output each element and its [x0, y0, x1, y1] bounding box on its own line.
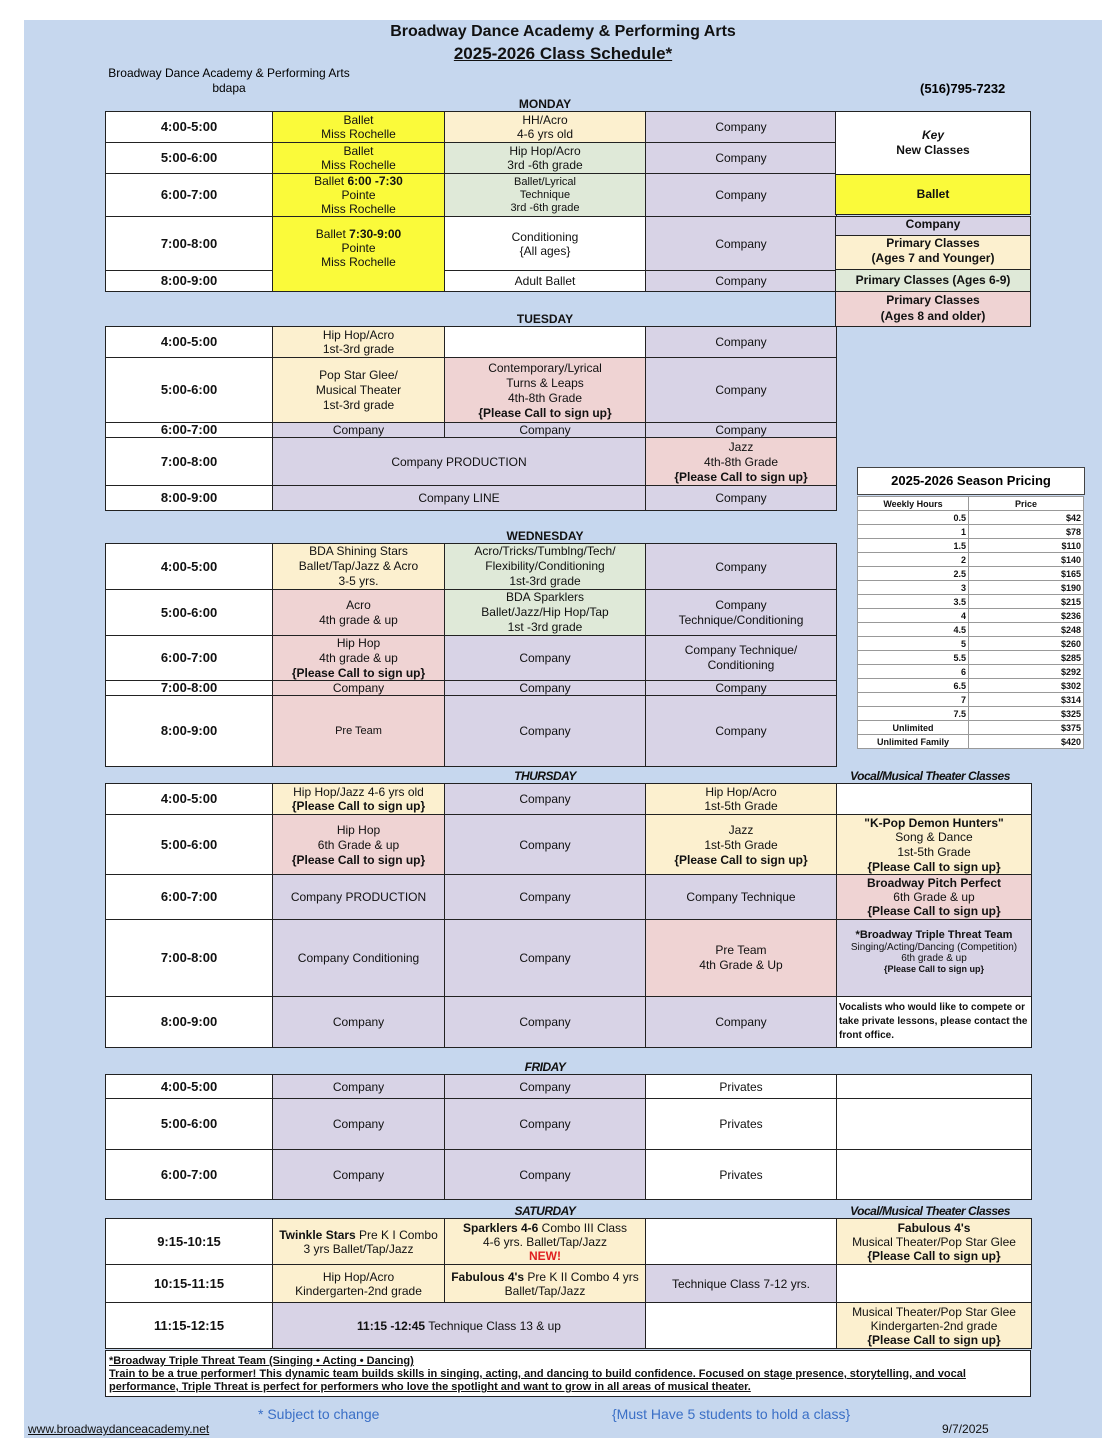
- class-cell: Company: [646, 358, 837, 423]
- pricing-price: $78: [969, 525, 1084, 539]
- pricing-hours: 2.5: [858, 567, 969, 581]
- class-cell: Company: [445, 815, 646, 875]
- pricing-hours: 7: [858, 693, 969, 707]
- pricing-price: $110: [969, 539, 1084, 553]
- class-cell: Company PRODUCTION: [273, 438, 646, 486]
- class-cell: Company: [445, 1150, 646, 1200]
- time-cell: 4:00-5:00: [106, 784, 273, 815]
- footnote-title: *Broadway Triple Threat Team (Singing • Acting • Dancing): [109, 1355, 414, 1367]
- class-cell: Company: [445, 997, 646, 1048]
- pricing-price: $260: [969, 637, 1084, 651]
- pricing-hours: 3.5: [858, 595, 969, 609]
- pricing-hours: 3: [858, 581, 969, 595]
- pricing-hours: 0.5: [858, 511, 969, 525]
- class-cell: Company: [646, 423, 837, 438]
- class-cell: Company: [273, 1099, 445, 1150]
- class-cell: Hip Hop/Jazz 4-6 yrs old {Please Call to sign up}: [273, 784, 445, 815]
- table-row: [106, 636, 837, 681]
- pricing-price: $236: [969, 609, 1084, 623]
- key-primary-8: Primary Classes (Ages 8 and older): [835, 291, 1031, 327]
- vocal-cell: "K-Pop Demon Hunters" Song & Dance 1st-5th Grade {Please Call to sign up}: [837, 815, 1032, 875]
- studio-short: bdapa: [212, 81, 246, 95]
- class-cell: Company: [445, 1075, 646, 1099]
- table-row: [106, 174, 837, 217]
- class-cell: Company PRODUCTION: [273, 875, 445, 920]
- pricing-row: [858, 609, 1084, 623]
- tuesday-header: TUESDAY: [516, 312, 574, 326]
- class-cell: Company: [273, 423, 445, 438]
- vocal-header-thursday: Vocal/Musical Theater Classes: [850, 769, 1010, 783]
- pricing-table: [857, 496, 1084, 749]
- pricing-price: $420: [969, 735, 1084, 749]
- key-new-classes: New Classes: [896, 143, 970, 157]
- class-cell: Privates: [646, 1075, 837, 1099]
- class-cell: Conditioning {All ages}: [445, 217, 646, 271]
- website-link[interactable]: www.broadwaydanceacademy.net: [28, 1422, 210, 1436]
- class-cell: Sparklers 4-6 Combo III Class 4-6 yrs. Ballet/Tap/Jazz NEW!: [445, 1219, 646, 1265]
- time-cell: 6:00-7:00: [106, 875, 273, 920]
- vocal-cell: *Broadway Triple Threat Team Singing/Acting/Dancing (Competition) 6th grade & up {Please Call to sign up}: [837, 920, 1032, 997]
- pricing-hours: 6.5: [858, 679, 969, 693]
- class-cell: Company: [646, 997, 837, 1048]
- class-cell: Ballet 7:30-9:00 Pointe Miss Rochelle: [273, 217, 445, 292]
- class-cell: Company: [445, 423, 646, 438]
- table-row: [106, 544, 837, 590]
- table-row: [106, 997, 1032, 1048]
- class-cell: Fabulous 4's Pre K II Combo 4 yrs Ballet/Tap/Jazz: [445, 1265, 646, 1303]
- pricing-row: [858, 511, 1084, 525]
- class-cell: Company: [273, 1075, 445, 1099]
- class-cell: Hip Hop/Acro 1st-3rd grade: [273, 327, 445, 358]
- time-cell: 11:15-12:15: [106, 1303, 273, 1349]
- time-cell: 5:00-6:00: [106, 815, 273, 875]
- class-cell: Company: [445, 1099, 646, 1150]
- class-cell: Hip Hop/Acro Kindergarten-2nd grade: [273, 1265, 445, 1303]
- class-cell: BDA Shining Stars Ballet/Tap/Jazz & Acro 3-5 yrs.: [273, 544, 445, 590]
- pricing-hours: 6: [858, 665, 969, 679]
- class-cell: Company: [646, 271, 837, 292]
- class-cell: Company: [646, 327, 837, 358]
- studio-name: Broadway Dance Academy & Performing Arts: [108, 66, 350, 80]
- table-row: [106, 327, 837, 358]
- class-cell: Hip Hop 4th grade & up {Please Call to sign up}: [273, 636, 445, 681]
- table-row: [106, 423, 837, 438]
- pricing-price: $314: [969, 693, 1084, 707]
- pricing-row: [858, 595, 1084, 609]
- class-cell: Contemporary/Lyrical Turns & Leaps 4th-8th Grade {Please Call to sign up}: [445, 358, 646, 423]
- time-cell: 5:00-6:00: [106, 358, 273, 423]
- table-row: [106, 681, 837, 696]
- time-cell: 8:00-9:00: [106, 696, 273, 767]
- class-cell: Privates: [646, 1150, 837, 1200]
- pricing-price: $375: [969, 721, 1084, 735]
- time-cell: 8:00-9:00: [106, 271, 273, 292]
- class-cell: Company: [646, 143, 837, 174]
- pricing-header-row: [858, 497, 1084, 511]
- wednesday-header: WEDNESDAY: [506, 529, 584, 543]
- class-cell: Company: [646, 486, 837, 511]
- friday-header: FRIDAY: [524, 1060, 566, 1074]
- pricing-col-hours: Weekly Hours: [858, 497, 969, 511]
- class-cell: [646, 1219, 837, 1265]
- table-row: [106, 438, 837, 486]
- schedule-page: [24, 20, 1102, 1438]
- table-row: [106, 1219, 1032, 1265]
- class-cell: Acro 4th grade & up: [273, 590, 445, 636]
- time-cell: 6:00-7:00: [106, 636, 273, 681]
- table-row: [106, 875, 1032, 920]
- class-cell: Ballet Miss Rochelle: [273, 143, 445, 174]
- key-title: Key: [921, 128, 944, 142]
- class-cell: Hip Hop/Acro 3rd -6th grade: [445, 143, 646, 174]
- time-cell: 6:00-7:00: [106, 423, 273, 438]
- class-cell: Technique Class 7-12 yrs.: [646, 1265, 837, 1303]
- pricing-hours: Unlimited Family: [858, 735, 969, 749]
- vocal-cell: Broadway Pitch Perfect 6th Grade & up {Please Call to sign up}: [837, 875, 1032, 920]
- thursday-header: THURSDAY: [514, 769, 576, 783]
- pricing-hours: Unlimited: [858, 721, 969, 735]
- class-cell: [445, 327, 646, 358]
- class-cell: Company Technique/Conditioning: [646, 590, 837, 636]
- class-cell: Jazz 4th-8th Grade {Please Call to sign up}: [646, 438, 837, 486]
- table-row: [106, 217, 837, 271]
- class-cell: Company: [646, 544, 837, 590]
- class-cell: Company Technique: [646, 875, 837, 920]
- table-row: [106, 486, 837, 511]
- class-cell: Adult Ballet: [445, 271, 646, 292]
- class-cell: Ballet 6:00 -7:30 Pointe Miss Rochelle: [273, 174, 445, 217]
- pricing-hours: 2: [858, 553, 969, 567]
- class-cell: Company: [646, 696, 837, 767]
- page-title: Broadway Dance Academy & Performing Arts: [390, 23, 736, 40]
- saturday-table: [105, 1218, 1032, 1349]
- vocal-cell: [837, 1150, 1032, 1200]
- table-row: [106, 590, 837, 636]
- wednesday-table: [105, 543, 837, 767]
- time-cell: 9:15-10:15: [106, 1219, 273, 1265]
- table-row: [106, 1265, 1032, 1303]
- vocal-cell: Fabulous 4's Musical Theater/Pop Star Glee {Please Call to sign up}: [837, 1219, 1032, 1265]
- class-cell: Ballet Miss Rochelle: [273, 112, 445, 143]
- class-cell: 11:15 -12:45 Technique Class 13 & up: [273, 1303, 646, 1349]
- monday-table: [105, 111, 837, 292]
- table-row: [106, 1075, 1032, 1099]
- pricing-row: [858, 567, 1084, 581]
- pricing-row: [858, 553, 1084, 567]
- pricing-price: $285: [969, 651, 1084, 665]
- table-row: [106, 920, 1032, 997]
- pricing-hours: 4: [858, 609, 969, 623]
- class-cell: Jazz 1st-5th Grade {Please Call to sign up}: [646, 815, 837, 875]
- time-cell: 4:00-5:00: [106, 327, 273, 358]
- class-cell: Pre Team: [273, 696, 445, 767]
- table-row: [106, 815, 1032, 875]
- class-cell: Company LINE: [273, 486, 646, 511]
- class-cell: Company: [646, 112, 837, 143]
- pricing-hours: 1: [858, 525, 969, 539]
- table-row: [106, 143, 837, 174]
- vocal-cell: [837, 1265, 1032, 1303]
- time-cell: 8:00-9:00: [106, 997, 273, 1048]
- pricing-hours: 5.5: [858, 651, 969, 665]
- vocal-cell: [837, 1099, 1032, 1150]
- thursday-table: [105, 783, 1032, 1048]
- class-cell: Company: [445, 696, 646, 767]
- pricing-hours: 5: [858, 637, 969, 651]
- time-cell: 6:00-7:00: [106, 1150, 273, 1200]
- time-cell: 7:00-8:00: [106, 217, 273, 271]
- pricing-hours: 1.5: [858, 539, 969, 553]
- time-cell: 7:00-8:00: [106, 920, 273, 997]
- pricing-row: [858, 693, 1084, 707]
- pricing-row: [858, 721, 1084, 735]
- class-cell: Company: [646, 174, 837, 217]
- pricing-title: 2025-2026 Season Pricing: [857, 467, 1085, 495]
- time-cell: 4:00-5:00: [106, 544, 273, 590]
- class-cell: Acro/Tricks/Tumblng/Tech/ Flexibility/Conditioning 1st-3rd grade: [445, 544, 646, 590]
- key-ballet: Ballet: [835, 174, 1031, 215]
- vocal-cell: [837, 784, 1032, 815]
- class-cell: Hip Hop/Acro 1st-5th Grade: [646, 784, 837, 815]
- friday-table: [105, 1074, 1032, 1200]
- class-cell: Company: [445, 920, 646, 997]
- class-cell: Company: [273, 1150, 445, 1200]
- time-cell: 7:00-8:00: [106, 438, 273, 486]
- time-cell: 10:15-11:15: [106, 1265, 273, 1303]
- time-cell: 8:00-9:00: [106, 486, 273, 511]
- pricing-row: [858, 651, 1084, 665]
- pricing-row: [858, 679, 1084, 693]
- class-cell: Ballet/Lyrical Technique 3rd -6th grade: [445, 174, 646, 217]
- pricing-row: [858, 623, 1084, 637]
- pricing-row: [858, 707, 1084, 721]
- phone-number: (516)795-7232: [920, 81, 1006, 96]
- table-row: [106, 271, 837, 292]
- key-primary-7: Primary Classes (Ages 7 and Younger): [835, 235, 1031, 270]
- table-row: [106, 1303, 1032, 1349]
- pricing-row: [858, 665, 1084, 679]
- pricing-hours: 4.5: [858, 623, 969, 637]
- class-cell: Pre Team 4th Grade & Up: [646, 920, 837, 997]
- studio-info: [104, 66, 354, 96]
- footnote-body: Train to be a true performer! This dynamic team builds skills in singing, acting, and dancing to build confidence. Focused on stage presence, storytelling, and vocal performance, Triple Threat is perfect for performers who love the spotlight and want to grow in all areas of musical theater.: [109, 1368, 966, 1393]
- key-box: [835, 111, 1031, 175]
- footnote-box: [105, 1350, 1031, 1397]
- table-row: [106, 112, 837, 143]
- class-cell: Hip Hop 6th Grade & up {Please Call to sign up}: [273, 815, 445, 875]
- pricing-price: $302: [969, 679, 1084, 693]
- pricing-row: [858, 525, 1084, 539]
- pricing-row: [858, 735, 1084, 749]
- pricing-price: $292: [969, 665, 1084, 679]
- monday-header: MONDAY: [518, 97, 572, 111]
- pricing-row: [858, 581, 1084, 595]
- time-cell: 6:00-7:00: [106, 174, 273, 217]
- time-cell: 4:00-5:00: [106, 1075, 273, 1099]
- vocal-note: Vocalists who would like to compete or take private lessons, please contact the front office.: [837, 997, 1032, 1048]
- class-cell: Company: [646, 681, 837, 696]
- time-cell: 7:00-8:00: [106, 681, 273, 696]
- saturday-header: SATURDAY: [514, 1204, 576, 1218]
- time-cell: 5:00-6:00: [106, 1099, 273, 1150]
- key-primary-69: Primary Classes (Ages 6-9): [835, 269, 1031, 292]
- class-cell: [646, 1303, 837, 1349]
- subject-note: * Subject to change: [258, 1406, 380, 1422]
- class-cell: Company: [445, 636, 646, 681]
- time-cell: 4:00-5:00: [106, 112, 273, 143]
- tuesday-table: [105, 326, 837, 511]
- pricing-price: $42: [969, 511, 1084, 525]
- class-cell: Company Conditioning: [273, 920, 445, 997]
- table-row: [106, 784, 1032, 815]
- class-cell: Company: [273, 997, 445, 1048]
- time-cell: 5:00-6:00: [106, 143, 273, 174]
- class-cell: Privates: [646, 1099, 837, 1150]
- table-row: [106, 358, 837, 423]
- pricing-price: $190: [969, 581, 1084, 595]
- table-row: [106, 696, 837, 767]
- pricing-col-price: Price: [969, 497, 1084, 511]
- class-cell: Company: [273, 681, 445, 696]
- vocal-header-saturday: Vocal/Musical Theater Classes: [850, 1204, 1010, 1218]
- pricing-hours: 7.5: [858, 707, 969, 721]
- class-cell: Pop Star Glee/ Musical Theater 1st-3rd grade: [273, 358, 445, 423]
- vocal-cell: Musical Theater/Pop Star Glee Kindergarten-2nd grade {Please Call to sign up}: [837, 1303, 1032, 1349]
- table-row: [106, 1150, 1032, 1200]
- class-cell: Company: [445, 784, 646, 815]
- minimum-note: {Must Have 5 students to hold a class}: [612, 1406, 851, 1422]
- page-subtitle: 2025-2026 Class Schedule*: [453, 44, 673, 63]
- class-cell: Company Technique/ Conditioning: [646, 636, 837, 681]
- key-company: Company: [835, 216, 1031, 236]
- class-cell: Company: [646, 217, 837, 271]
- pricing-row: [858, 539, 1084, 553]
- class-cell: BDA Sparklers Ballet/Jazz/Hip Hop/Tap 1st -3rd grade: [445, 590, 646, 636]
- pricing-row: [858, 637, 1084, 651]
- time-cell: 5:00-6:00: [106, 590, 273, 636]
- pricing-price: $325: [969, 707, 1084, 721]
- class-cell: Twinkle Stars Pre K I Combo 3 yrs Ballet/Tap/Jazz: [273, 1219, 445, 1265]
- pricing-price: $215: [969, 595, 1084, 609]
- vocal-cell: [837, 1075, 1032, 1099]
- pricing-price: $165: [969, 567, 1084, 581]
- pricing-price: $248: [969, 623, 1084, 637]
- date-stamp: 9/7/2025: [942, 1422, 989, 1436]
- class-cell: HH/Acro 4-6 yrs old: [445, 112, 646, 143]
- pricing-price: $140: [969, 553, 1084, 567]
- class-cell: Company: [445, 681, 646, 696]
- table-row: [106, 1099, 1032, 1150]
- class-cell: Company: [445, 875, 646, 920]
